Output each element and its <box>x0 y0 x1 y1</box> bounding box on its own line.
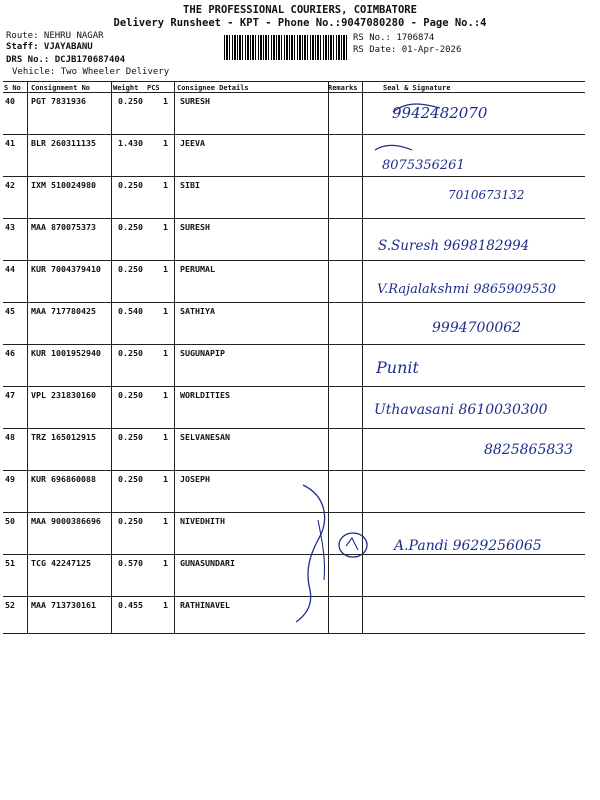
rs-date: RS Date: 01-Apr-2026 <box>353 45 462 55</box>
column-header-remarks: Remarks <box>328 84 358 92</box>
row-sno: 49 <box>5 474 15 484</box>
row-pcs: 1 <box>163 96 168 106</box>
signature-stroke <box>375 145 412 150</box>
row-consignment: BLR 260311135 <box>31 138 96 148</box>
row-weight: 0.250 <box>118 222 143 232</box>
row-weight: 0.250 <box>118 474 143 484</box>
vehicle-text: Vehicle: Two Wheeler Delivery <box>12 67 170 77</box>
row-weight: 0.455 <box>118 600 143 610</box>
seal-mark <box>346 538 358 550</box>
route-text: Route: NEHRU NAGAR <box>6 31 104 41</box>
column-header-sno: S No <box>4 84 21 92</box>
row-sno: 43 <box>5 222 15 232</box>
row-consignment: VPL 231830160 <box>31 390 96 400</box>
row-signature: 9942482070 <box>392 104 488 122</box>
row-consignee: GUNASUNDARI <box>180 558 235 568</box>
company-title: THE PROFESSIONAL COURIERS, COIMBATORE <box>183 4 417 16</box>
row-consignment: PGT 7831936 <box>31 96 86 106</box>
row-weight: 0.250 <box>118 180 143 190</box>
row-consignment: MAA 870075373 <box>31 222 96 232</box>
row-consignment: TCG 42247125 <box>31 558 91 568</box>
drs-number: DRS No.: DCJB170687404 <box>6 55 126 65</box>
row-pcs: 1 <box>163 348 168 358</box>
row-consignment: KUR 1001952940 <box>31 348 101 358</box>
row-weight: 1.430 <box>118 138 143 148</box>
signature-stroke <box>393 104 440 112</box>
row-pcs: 1 <box>163 558 168 568</box>
row-consignee: SURESH <box>180 96 210 106</box>
row-pcs: 1 <box>163 306 168 316</box>
row-consignee: JOSEPH <box>180 474 210 484</box>
seal-circle <box>339 533 367 557</box>
row-signature: S.Suresh 9698182994 <box>378 238 530 254</box>
row-sno: 40 <box>5 96 15 106</box>
rs-number: RS No.: 1706874 <box>353 33 435 43</box>
runsheet-subtitle: Delivery Runsheet - KPT - Phone No.:9047080280 - Page No.:4 <box>113 17 487 29</box>
row-consignment: MAA 713730161 <box>31 600 96 610</box>
row-pcs: 1 <box>163 138 168 148</box>
row-signature: V.Rajalakshmi 9865909530 <box>377 282 557 297</box>
row-consignment: MAA 9000386696 <box>31 516 101 526</box>
row-consignment: IXM 510024980 <box>31 180 96 190</box>
row-weight: 0.570 <box>118 558 143 568</box>
row-weight: 0.250 <box>118 516 143 526</box>
row-signature: A.Pandi 9629256065 <box>394 538 542 554</box>
row-pcs: 1 <box>163 474 168 484</box>
row-consignee: RATHINAVEL <box>180 600 230 610</box>
row-consignment: KUR 696860088 <box>31 474 96 484</box>
row-sno: 50 <box>5 516 15 526</box>
row-weight: 0.250 <box>118 390 143 400</box>
row-signature: 8075356261 <box>382 158 465 173</box>
row-signature: Uthavasani 8610030300 <box>374 402 548 418</box>
row-consignee: SIBI <box>180 180 200 190</box>
row-sno: 44 <box>5 264 15 274</box>
bracket-mark <box>296 485 325 622</box>
row-signature: 9994700062 <box>432 320 522 336</box>
row-consignment: TRZ 165012915 <box>31 432 96 442</box>
row-signature: Punit <box>376 358 419 377</box>
column-header-seal: Seal & Signature <box>383 84 451 92</box>
column-header-consignment: Consignment No <box>31 84 91 92</box>
row-pcs: 1 <box>163 264 168 274</box>
row-weight: 0.250 <box>118 264 143 274</box>
row-weight: 0.250 <box>118 348 143 358</box>
column-header-consignee: Consignee Details <box>177 84 249 92</box>
row-pcs: 1 <box>163 222 168 232</box>
staff-text: Staff: VJAYABANU <box>6 42 93 52</box>
row-consignment: MAA 717780425 <box>31 306 96 316</box>
row-sno: 52 <box>5 600 15 610</box>
row-sno: 51 <box>5 558 15 568</box>
row-consignee: NIVEDHITH <box>180 516 225 526</box>
row-sno: 48 <box>5 432 15 442</box>
row-pcs: 1 <box>163 600 168 610</box>
row-consignee: SATHIYA <box>180 306 215 316</box>
row-consignee: SURESH <box>180 222 210 232</box>
row-pcs: 1 <box>163 516 168 526</box>
row-sno: 46 <box>5 348 15 358</box>
row-sno: 45 <box>5 306 15 316</box>
row-sno: 41 <box>5 138 15 148</box>
row-weight: 0.250 <box>118 96 143 106</box>
column-header-pcs: PCS <box>147 84 160 92</box>
row-signature: 8825865833 <box>484 442 574 458</box>
row-signature: 7010673132 <box>448 188 525 202</box>
row-consignee: JEEVA <box>180 138 205 148</box>
row-consignee: PERUMAL <box>180 264 215 274</box>
row-weight: 0.250 <box>118 432 143 442</box>
row-sno: 47 <box>5 390 15 400</box>
row-pcs: 1 <box>163 390 168 400</box>
row-pcs: 1 <box>163 432 168 442</box>
row-weight: 0.540 <box>118 306 143 316</box>
row-consignee: WORLDITIES <box>180 390 230 400</box>
row-consignee: SELVANESAN <box>180 432 230 442</box>
row-pcs: 1 <box>163 180 168 190</box>
row-consignee: SUGUNAPIP <box>180 348 225 358</box>
row-sno: 42 <box>5 180 15 190</box>
row-consignment: KUR 7004379410 <box>31 264 101 274</box>
column-header-weight: Weight <box>113 84 139 92</box>
